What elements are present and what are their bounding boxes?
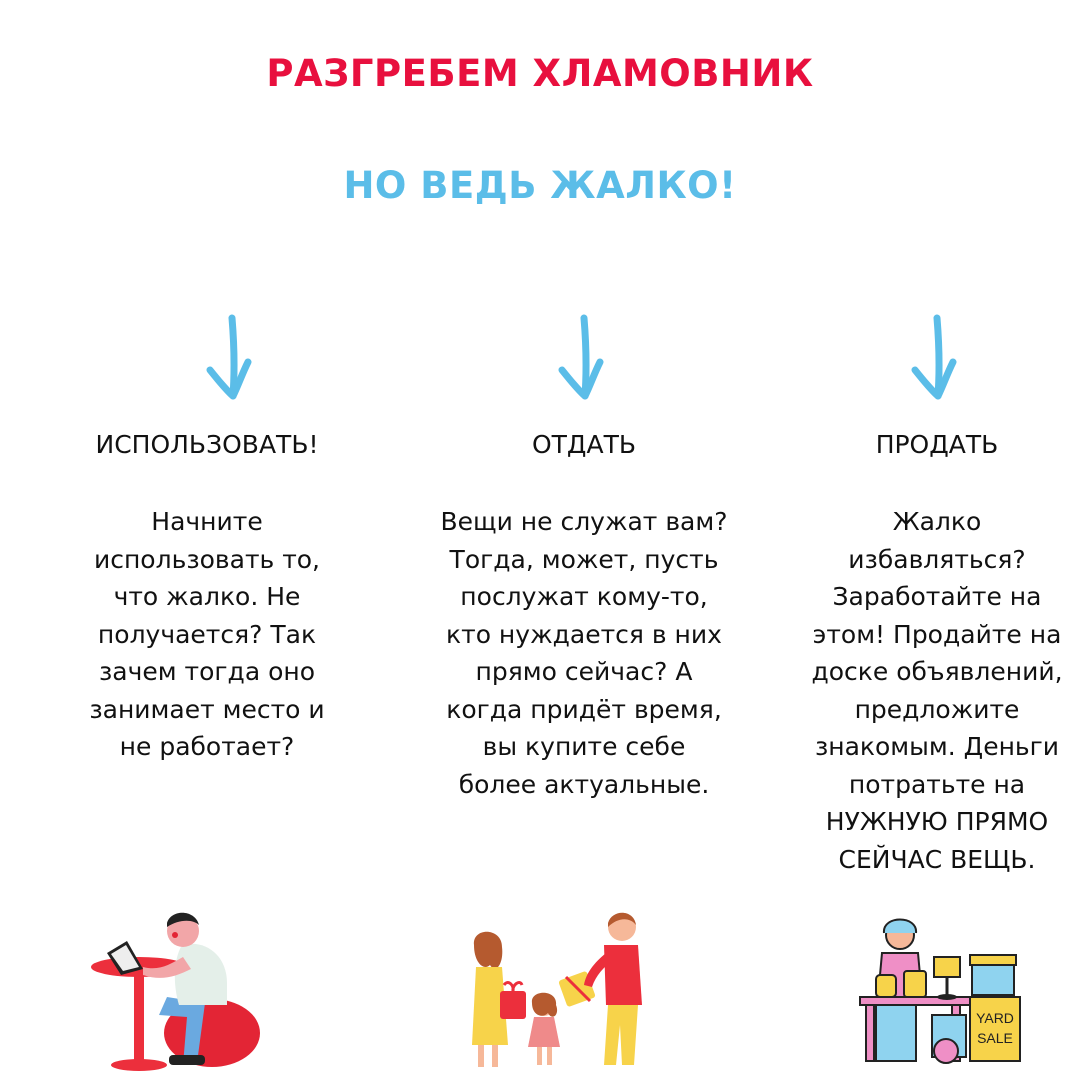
text-line: этом! Продайте на: [812, 619, 1062, 649]
family-gifts-illustration: [462, 905, 662, 1075]
text-line: более актуальные.: [458, 769, 710, 799]
text-line: избавляться?: [848, 544, 1026, 574]
text-line: Вещи не служат вам?: [440, 507, 728, 536]
yard-sale-illustration: [852, 905, 1052, 1075]
text-line: кто нуждается в них: [446, 619, 722, 649]
text-line: Заработайте на: [832, 582, 1042, 611]
column-heading: ПРОДАТЬ: [875, 430, 999, 459]
column-heading: ИСПОЛЬЗОВАТЬ!: [95, 430, 319, 459]
column-text: [57, 503, 357, 766]
column-heading: ОТДАТЬ: [531, 430, 636, 459]
text-line: СЕЙЧАС ВЕЩЬ.: [838, 844, 1036, 874]
yard-sale-sign-line: YARD: [976, 1010, 1014, 1026]
man-with-laptop-illustration: [87, 905, 287, 1075]
text-line: доске объявлений,: [811, 657, 1063, 686]
text-line: использовать то,: [93, 544, 321, 574]
text-line: НУЖНУЮ ПРЯМО: [825, 807, 1049, 836]
text-line: предложите: [854, 694, 1020, 724]
text-line: послужат кому-то,: [460, 582, 708, 611]
column-text: [787, 503, 1080, 878]
yard-sale-sign-line: SALE: [977, 1030, 1013, 1046]
text-line: получается? Так: [97, 619, 317, 649]
text-line: зачем тогда оно: [98, 657, 316, 686]
column-text: [434, 503, 734, 803]
text-line: Тогда, может, пусть: [449, 544, 719, 574]
page-subtitle: НО ВЕДЬ ЖАЛКО!: [343, 164, 737, 207]
text-line: не работает?: [119, 732, 295, 761]
text-line: когда придёт время,: [446, 694, 722, 724]
arrow-down-icon: [909, 312, 969, 404]
text-line: Жалко: [892, 507, 982, 536]
arrow-down-icon: [556, 312, 616, 404]
text-line: прямо сейчас? А: [475, 657, 693, 686]
arrow-down-icon: [204, 312, 264, 404]
page-title: РАЗГРЕБЕМ ХЛАМОВНИК: [266, 52, 814, 95]
text-line: Начните: [151, 507, 263, 536]
text-line: занимает место и: [89, 694, 325, 724]
text-line: знакомым. Деньги: [814, 732, 1060, 761]
text-line: что жалко. Не: [113, 582, 301, 611]
text-line: потратьте на: [848, 769, 1026, 799]
text-line: вы купите себе: [482, 732, 686, 761]
